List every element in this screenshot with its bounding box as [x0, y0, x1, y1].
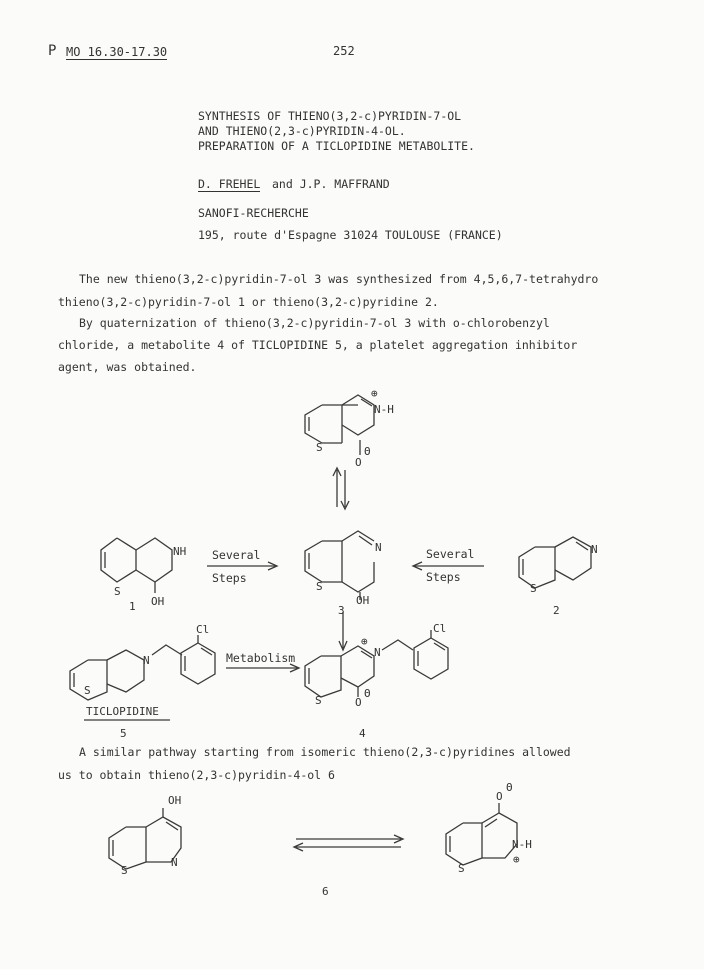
header-prefix: P — [48, 43, 57, 59]
cl-label: Cl — [433, 622, 447, 635]
compound-4-structure — [305, 622, 448, 740]
equilibrium-arrow-horizontal — [294, 835, 403, 851]
s-atom: S — [121, 864, 128, 877]
session-code: MO 16.30-17.30 — [66, 45, 168, 59]
steps-label: Steps — [212, 571, 247, 585]
paragraph-2-line-2: chloride, a metabolite 4 of TICLOPIDINE 5, a platelet aggregation inhibitor — [58, 338, 578, 352]
arrow-several-steps-right — [413, 547, 484, 584]
title-line-2: AND THIENO(2,3-c)PYRIDIN-4-OL. — [198, 124, 406, 138]
s-atom: S — [114, 585, 121, 598]
compound-label-3: 3 — [338, 604, 345, 617]
compound-6-oh-structure — [109, 794, 181, 877]
plus-charge: ⊕ — [371, 387, 378, 400]
compound-label-4: 4 — [359, 727, 366, 740]
zwitterion-3-structure — [305, 387, 394, 469]
minus-charge: Θ — [364, 445, 371, 458]
oh-label: OH — [356, 594, 370, 607]
paragraph-2-line-1: By quaternization of thieno(3,2-c)pyridin-7-ol 3 with o-chlorobenzyl — [79, 316, 550, 330]
several-label: Several — [426, 547, 475, 561]
compound-1-structure — [101, 538, 186, 613]
equilibrium-arrow-vertical — [333, 468, 349, 509]
minus-charge: Θ — [364, 687, 371, 700]
oh-label: OH — [168, 794, 182, 807]
affiliation-address: 195, route d'Espagne 31024 TOULOUSE (FRANCE) — [198, 228, 503, 242]
author-frehel: D. FREHEL — [198, 177, 261, 191]
compound-6-zwitterion-structure — [446, 781, 532, 875]
affiliation-org: SANOFI-RECHERCHE — [198, 206, 309, 220]
ticlopidine-structure — [70, 623, 215, 740]
cl-label: Cl — [196, 623, 210, 636]
s-atom: S — [316, 580, 323, 593]
compound-label-2: 2 — [553, 604, 560, 617]
paragraph-2-line-3: agent, was obtained. — [58, 360, 197, 374]
arrow-metabolism — [226, 651, 299, 672]
o-minus-label: O — [355, 456, 362, 469]
page-number: 252 — [333, 44, 355, 58]
compound-3-structure — [305, 531, 382, 617]
nh-label: NH — [173, 545, 187, 558]
title-line-3: PREPARATION OF A TICLOPIDINE METABOLITE. — [198, 139, 475, 153]
plus-charge: ⊕ — [361, 635, 368, 648]
paragraph-1-line-2: thieno(3,2-c)pyridin-7-ol 1 or thieno(3,2-c)pyridine 2. — [58, 295, 439, 309]
minus-charge: Θ — [506, 781, 513, 794]
n-label: N — [374, 646, 381, 659]
n-label: N — [591, 543, 598, 556]
n-label: N — [143, 654, 150, 667]
n-plus-h-label: N-H — [512, 838, 532, 851]
paragraph-1-line-1: The new thieno(3,2-c)pyridin-7-ol 3 was synthesized from 4,5,6,7-tetrahydro — [79, 272, 599, 286]
o-minus-label: O — [355, 696, 362, 709]
paragraph-3-line-2: us to obtain thieno(2,3-c)pyridin-4-ol 6 — [58, 768, 335, 782]
n-label: N — [171, 856, 178, 869]
title-line-1: SYNTHESIS OF THIENO(3,2-c)PYRIDIN-7-OL — [198, 109, 462, 123]
metabolism-label: Metabolism — [226, 651, 296, 665]
compound-label-6: 6 — [322, 885, 329, 898]
s-atom: S — [458, 862, 465, 875]
s-atom: S — [316, 441, 323, 454]
ticlopidine-label: TICLOPIDINE — [86, 705, 159, 718]
several-label: Several — [212, 548, 261, 562]
steps-label: Steps — [426, 570, 461, 584]
arrow-several-steps-left — [207, 548, 277, 585]
s-atom: S — [315, 694, 322, 707]
compound-2-structure — [519, 537, 598, 617]
compound-label-5: 5 — [120, 727, 127, 740]
s-atom: S — [84, 684, 91, 697]
compound-label-1: 1 — [129, 600, 136, 613]
n-label: N — [375, 541, 382, 554]
s-atom: S — [530, 582, 537, 595]
plus-charge: ⊕ — [513, 853, 520, 866]
author-rest: and J.P. MAFFRAND — [272, 177, 390, 191]
arrow-down — [339, 612, 347, 650]
oh-label: OH — [151, 595, 165, 608]
n-plus-h-label: N-H — [374, 403, 394, 416]
o-minus-label: O — [496, 790, 503, 803]
paragraph-3-line-1: A similar pathway starting from isomeric thieno(2,3-c)pyridines allowed — [79, 745, 571, 759]
